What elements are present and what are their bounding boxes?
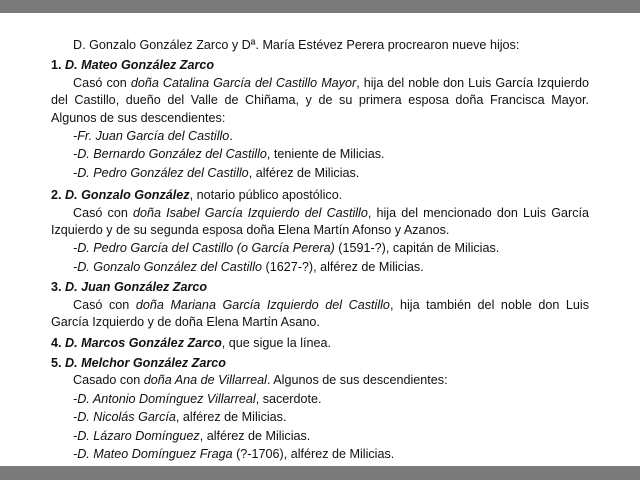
child-entry: [51, 355, 589, 463]
descendant-details: (1591-?), capitán de Milicias.: [334, 241, 500, 256]
marriage-details: , hija del mencionado don Luis García Izquierdo y de su segunda esposa doña Elena Martín Afonso y Azanos.: [51, 205, 589, 238]
descendant-item: [51, 409, 589, 426]
child-heading: [51, 355, 589, 372]
descendant-item: [51, 428, 589, 445]
child-entry: [51, 57, 589, 182]
child-heading: [51, 335, 589, 352]
descendant-name: -D. Pedro García del Castillo (o García Perera): [73, 241, 335, 256]
child-heading: [51, 187, 589, 204]
descendant-name: -D. Antonio Domínguez Villarreal: [73, 391, 256, 406]
marriage-details: , hija también del noble don Luis García Izquierdo y de doña Elena Martín Asano.: [51, 297, 590, 330]
child-name: D. Marcos González Zarco: [65, 335, 222, 350]
spouse-name: doña Isabel García Izquierdo del Castillo: [132, 205, 368, 220]
child-entry: [51, 187, 589, 276]
child-note: , que sigue la línea.: [221, 335, 332, 350]
intro-paragraph: D. Gonzalo González Zarco y Dª. María Estévez Perera procrearon nueve hijos:: [73, 38, 520, 52]
child-note: , notario público apostólico.: [189, 188, 343, 203]
descendant-item: [51, 165, 589, 182]
descendant-details: , teniente de Milicias.: [266, 147, 385, 162]
descendant-name: -D. Gonzalo González del Castillo: [73, 259, 262, 274]
descendant-name: -D. Mateo Domínguez Fraga: [73, 446, 233, 461]
descendant-name: -D. Bernardo González del Castillo: [73, 147, 267, 162]
child-number: 4.: [51, 335, 62, 350]
descendant-item: [51, 128, 589, 145]
genealogy-text: [51, 37, 589, 463]
descendant-details: .: [229, 129, 233, 144]
child-entry: [51, 279, 589, 331]
spouse-name: doña Ana de Villarreal: [143, 373, 267, 388]
marriage-paragraph: [51, 297, 589, 332]
descendant-item: [51, 391, 589, 408]
marriage-paragraph: [51, 372, 589, 389]
marriage-details: , hija del noble don Luis García Izquierdo del Castillo, dueño del Valle de Chiñama, y de su primera esposa doña Francisca Mayor. Algunos de sus descendientes:: [51, 75, 589, 125]
marriage-intro: Casó con: [73, 75, 131, 90]
child-heading: [51, 279, 589, 296]
marriage-intro: Casó con: [73, 205, 133, 220]
descendant-name: -Fr. Juan García del Castillo: [73, 129, 230, 144]
marriage-details: . Algunos de sus descendientes:: [266, 373, 448, 388]
child-number: 1.: [51, 58, 62, 73]
child-name: D. Melchor González Zarco: [65, 355, 226, 370]
child-name: D. Gonzalo González: [65, 188, 190, 203]
child-entry: [51, 335, 589, 352]
marriage-paragraph: [51, 205, 589, 240]
descendant-item: [51, 259, 589, 276]
spouse-name: doña Catalina García del Castillo Mayor: [130, 75, 357, 90]
descendant-name: -D. Nicolás García: [73, 410, 176, 425]
descendant-details: , alférez de Milicias.: [199, 428, 311, 443]
marriage-paragraph: [51, 75, 589, 127]
child-number: 2.: [51, 188, 62, 203]
document-page: [0, 13, 640, 466]
child-name: D. Mateo González Zarco: [65, 58, 215, 73]
marriage-intro: Casado con: [73, 373, 144, 388]
descendant-item: [51, 240, 589, 257]
descendant-details: , alférez de Milicias.: [248, 165, 360, 180]
descendant-item: [51, 446, 589, 463]
child-heading: [51, 57, 589, 74]
child-name: D. Juan González Zarco: [65, 280, 208, 295]
descendant-item: [51, 146, 589, 163]
descendant-details: , sacerdote.: [255, 391, 322, 406]
child-number: 3.: [51, 280, 62, 295]
descendant-details: , alférez de Milicias.: [175, 410, 287, 425]
descendant-details: (?-1706), alférez de Milicias.: [232, 446, 395, 461]
marriage-intro: Casó con: [73, 297, 136, 312]
descendant-name: -D. Pedro González del Castillo: [73, 165, 249, 180]
child-number: 5.: [51, 355, 62, 370]
descendant-name: -D. Lázaro Domínguez: [73, 428, 200, 443]
descendant-details: (1627-?), alférez de Milicias.: [262, 259, 424, 274]
spouse-name: doña Mariana García Izquierdo del Castillo: [135, 297, 390, 312]
